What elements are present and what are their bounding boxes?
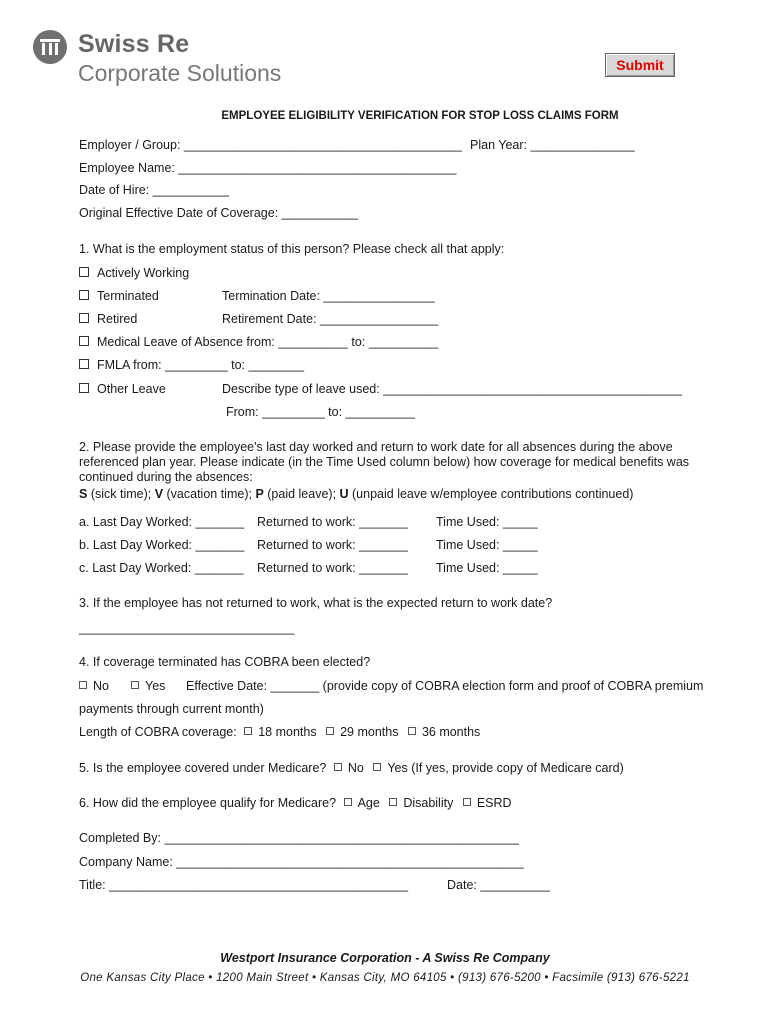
cobra-payments-text: payments through current month) bbox=[79, 702, 264, 716]
brand-subtitle: Corporate Solutions bbox=[78, 60, 282, 86]
cobra-36-label: 36 months bbox=[421, 725, 481, 739]
checkbox-icon[interactable] bbox=[408, 727, 416, 735]
fmla-label: FMLA from: _________ to: ________ bbox=[97, 358, 305, 372]
cobra-effective-date-field[interactable]: Effective Date: _______ (provide copy of COBRA election form and proof of COBRA premium bbox=[186, 679, 704, 693]
code-u-desc: (unpaid leave w/employee contributions continued) bbox=[348, 487, 634, 501]
checkbox-icon[interactable] bbox=[79, 336, 89, 346]
code-p-desc: (paid leave); bbox=[263, 487, 340, 501]
cobra-18-label: 18 months bbox=[258, 725, 317, 739]
leave-from-to-field[interactable]: From: _________ to: __________ bbox=[226, 405, 416, 419]
cobra-length-label: Length of COBRA coverage: bbox=[79, 725, 237, 739]
q5-question: 5. Is the employee covered under Medicare? bbox=[79, 761, 327, 775]
q2-time-codes bbox=[79, 487, 633, 501]
code-p: P bbox=[255, 487, 264, 501]
date-field[interactable]: Date: __________ bbox=[447, 878, 550, 892]
row-b-returned-field[interactable]: Returned to work: _______ bbox=[257, 538, 408, 552]
actively-working-option[interactable] bbox=[79, 266, 189, 280]
cobra-length-row bbox=[79, 725, 480, 739]
plan-year-field[interactable]: Plan Year: _______________ bbox=[470, 138, 635, 152]
checkbox-icon[interactable] bbox=[389, 798, 397, 806]
cobra-yes-label: Yes bbox=[145, 679, 166, 693]
cobra-no-option[interactable] bbox=[79, 679, 109, 693]
employer-group-field[interactable]: Employer / Group: ________________________________________ bbox=[79, 138, 462, 152]
medicare-no-option[interactable] bbox=[334, 761, 364, 775]
actively-working-label: Actively Working bbox=[97, 266, 190, 280]
cobra-29-option[interactable] bbox=[326, 725, 398, 739]
q1-question: 1. What is the employment status of this person? Please check all that apply: bbox=[79, 242, 505, 256]
cobra-18-option[interactable] bbox=[244, 725, 316, 739]
qualify-esrd-label: ESRD bbox=[476, 796, 512, 810]
retirement-date-field[interactable]: Retirement Date: _________________ bbox=[222, 312, 439, 326]
medical-leave-label: Medical Leave of Absence from: __________ to: __________ bbox=[97, 335, 439, 349]
swiss-re-logo-icon bbox=[33, 30, 67, 64]
other-leave-option[interactable] bbox=[79, 382, 166, 396]
qualify-age-option[interactable] bbox=[344, 796, 380, 810]
q6-row bbox=[79, 796, 512, 810]
completed-by-field[interactable]: Completed By: ___________________________________________________ bbox=[79, 831, 520, 845]
checkbox-icon[interactable] bbox=[373, 763, 381, 771]
cobra-yes-option[interactable] bbox=[131, 679, 165, 693]
checkbox-icon[interactable] bbox=[79, 313, 89, 323]
checkbox-icon[interactable] bbox=[79, 290, 89, 300]
describe-leave-field[interactable]: Describe type of leave used: ___________________________________________ bbox=[222, 382, 683, 396]
qualify-disability-option[interactable] bbox=[389, 796, 453, 810]
form-title: EMPLOYEE ELIGIBILITY VERIFICATION FOR STOP LOSS CLAIMS FORM bbox=[221, 110, 619, 122]
other-leave-label: Other Leave bbox=[97, 382, 166, 396]
original-effective-date-field[interactable]: Original Effective Date of Coverage: ___________ bbox=[79, 206, 359, 220]
terminated-label: Terminated bbox=[97, 289, 159, 303]
medicare-yes-label: Yes (If yes, provide copy of Medicare card) bbox=[387, 761, 624, 775]
retired-option[interactable] bbox=[79, 312, 137, 326]
checkbox-icon[interactable] bbox=[344, 798, 352, 806]
q3-return-date-field[interactable]: _______________________________ bbox=[79, 621, 295, 635]
cobra-36-option[interactable] bbox=[408, 725, 480, 739]
row-b-time-used-field[interactable]: Time Used: _____ bbox=[436, 538, 538, 552]
row-a-time-used-field[interactable]: Time Used: _____ bbox=[436, 515, 538, 529]
company-name-field[interactable]: Company Name: __________________________________________________ bbox=[79, 855, 524, 869]
brand-name: Swiss Re bbox=[78, 30, 190, 58]
row-b-last-day-field[interactable]: b. Last Day Worked: _______ bbox=[79, 538, 245, 552]
row-a-returned-field[interactable]: Returned to work: _______ bbox=[257, 515, 408, 529]
checkbox-icon[interactable] bbox=[79, 267, 89, 277]
checkbox-icon[interactable] bbox=[79, 383, 89, 393]
checkbox-icon[interactable] bbox=[326, 727, 334, 735]
checkbox-icon[interactable] bbox=[244, 727, 252, 735]
code-v: V bbox=[154, 487, 164, 501]
q2-question: 2. Please provide the employee's last day worked and return to work date for all absences during the above referenced plan year. Please indicate (in the Time Used column below) how coverage for medical benefits was continued during the absences: bbox=[79, 440, 690, 484]
title-field[interactable]: Title: ___________________________________________ bbox=[79, 878, 409, 892]
submit-button[interactable]: Submit bbox=[605, 53, 675, 77]
row-c-returned-field[interactable]: Returned to work: _______ bbox=[257, 561, 408, 575]
checkbox-icon[interactable] bbox=[334, 763, 342, 771]
qualify-age-label: Age bbox=[357, 796, 380, 810]
code-v-desc: (vacation time); bbox=[163, 487, 256, 501]
cobra-29-label: 29 months bbox=[340, 725, 399, 739]
terminated-option[interactable] bbox=[79, 289, 159, 303]
row-a-last-day-field[interactable]: a. Last Day Worked: _______ bbox=[79, 515, 245, 529]
checkbox-icon[interactable] bbox=[79, 681, 87, 689]
q4-question: 4. If coverage terminated has COBRA been elected? bbox=[79, 655, 371, 669]
code-u: U bbox=[339, 487, 349, 501]
q6-question: 6. How did the employee qualify for Medicare? bbox=[79, 796, 337, 810]
fmla-option[interactable] bbox=[79, 358, 304, 372]
q3-question: 3. If the employee has not returned to work, what is the expected return to work date? bbox=[79, 596, 553, 610]
code-s: S bbox=[79, 487, 88, 501]
cobra-no-label: No bbox=[93, 679, 109, 693]
footer-company: Westport Insurance Corporation - A Swiss Re Company bbox=[220, 951, 550, 965]
q5-row bbox=[79, 761, 624, 775]
retired-label: Retired bbox=[97, 312, 138, 326]
checkbox-icon[interactable] bbox=[79, 359, 89, 369]
medicare-yes-option[interactable] bbox=[373, 761, 623, 775]
date-of-hire-field[interactable]: Date of Hire: ___________ bbox=[79, 183, 230, 197]
medical-leave-option[interactable] bbox=[79, 335, 438, 349]
qualify-esrd-option[interactable] bbox=[463, 796, 512, 810]
code-s-desc: (sick time); bbox=[87, 487, 155, 501]
row-c-time-used-field[interactable]: Time Used: _____ bbox=[436, 561, 538, 575]
medicare-no-label: No bbox=[347, 761, 364, 775]
checkbox-icon[interactable] bbox=[463, 798, 471, 806]
footer-address: One Kansas City Place • 1200 Main Street • Kansas City, MO 64105 • (913) 676-5200 • Facsimile (913) 676-5221 bbox=[80, 972, 690, 984]
checkbox-icon[interactable] bbox=[131, 681, 139, 689]
employee-name-field[interactable]: Employee Name: ________________________________________ bbox=[79, 161, 457, 175]
qualify-disability-label: Disability bbox=[403, 796, 454, 810]
termination-date-field[interactable]: Termination Date: ________________ bbox=[222, 289, 435, 303]
row-c-last-day-field[interactable]: c. Last Day Worked: _______ bbox=[79, 561, 244, 575]
